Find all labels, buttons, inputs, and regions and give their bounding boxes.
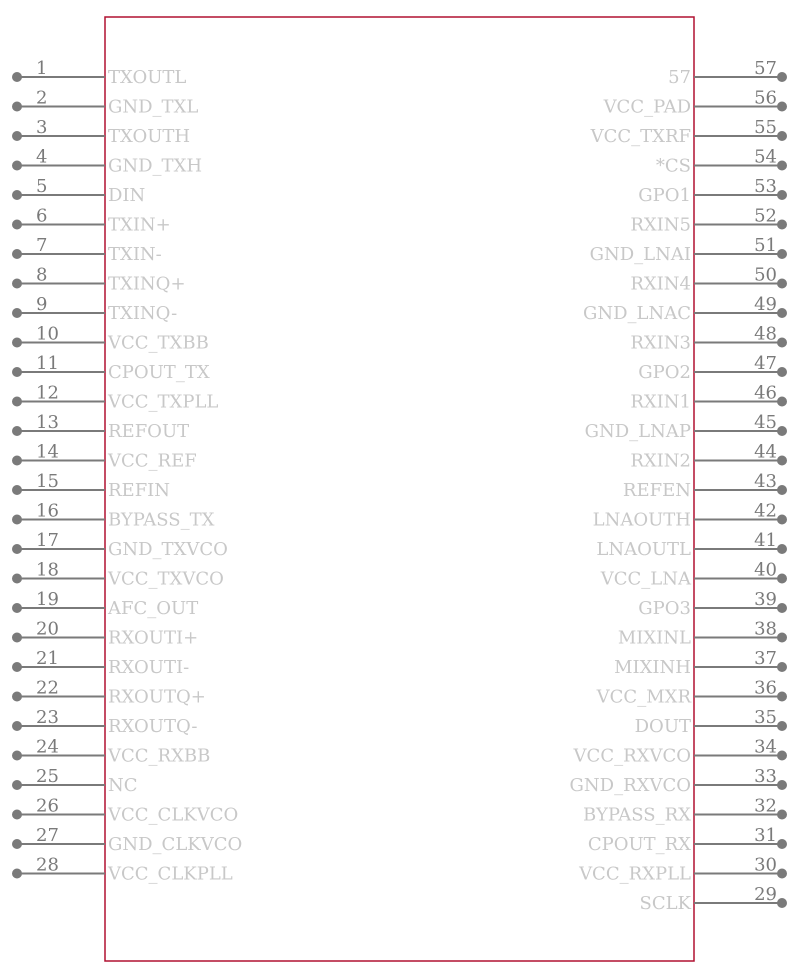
pin-number: 24 (36, 736, 59, 758)
left-pin-group (12, 58, 242, 885)
pin-number: 8 (36, 264, 48, 286)
pin-53 (638, 176, 787, 206)
pin-number: 43 (754, 471, 777, 492)
pin-name: VCC_TXPLL (108, 391, 219, 413)
pin-dot (777, 102, 787, 112)
pin-29 (639, 884, 787, 914)
pin-dot (777, 190, 787, 200)
pin-name: CPOUT_RX (587, 834, 691, 855)
pin-name: VCC_PAD (603, 96, 691, 118)
pin-name: DIN (108, 185, 146, 206)
pin-name: VCC_RXPLL (579, 863, 691, 885)
pin-34 (573, 737, 787, 767)
pin-name: MIXINL (617, 627, 691, 649)
pin-4 (12, 147, 202, 177)
pin-number: 57 (754, 58, 777, 79)
pin-name: GPO1 (638, 185, 691, 206)
pin-number: 48 (754, 323, 777, 345)
pin-name: LNAOUTH (592, 509, 691, 531)
pin-dot (12, 426, 22, 436)
pin-56 (603, 88, 787, 118)
pin-name: VCC_MXR (596, 686, 691, 708)
pin-dot (777, 780, 787, 790)
pin-51 (590, 235, 787, 265)
pin-33 (570, 766, 787, 796)
pin-22 (12, 678, 206, 708)
pin-number: 36 (754, 677, 777, 699)
pin-name: VCC_RXBB (108, 745, 211, 767)
pin-name: GND_LNAI (589, 244, 691, 265)
pin-dot (12, 161, 22, 171)
pin-name: CPOUT_TX (108, 362, 210, 383)
pin-number: 27 (36, 825, 59, 846)
pin-number: 16 (36, 500, 59, 522)
pin-dot (12, 367, 22, 377)
pin-8 (12, 265, 186, 295)
pin-dot (777, 456, 787, 466)
pin-name: VCC_TXBB (108, 332, 209, 354)
pin-number: 33 (754, 766, 777, 787)
pin-dot (777, 633, 787, 643)
pin-name: VCC_CLKVCO (108, 804, 239, 826)
pin-name: RXOUTQ+ (108, 686, 206, 708)
pin-dot (12, 780, 22, 790)
pin-dot (777, 751, 787, 761)
pin-dot (12, 220, 22, 230)
pin-42 (593, 501, 787, 531)
pin-39 (638, 589, 787, 619)
pin-dot (777, 574, 787, 584)
pin-dot (12, 131, 22, 141)
pin-dot (777, 692, 787, 702)
pin-name: *CS (655, 155, 691, 177)
pin-name: GND_TXVCO (108, 539, 228, 560)
pin-number: 7 (36, 235, 48, 256)
pin-dot (777, 544, 787, 554)
pin-24 (12, 737, 210, 767)
pin-name: DOUT (634, 716, 691, 737)
pin-dot (12, 544, 22, 554)
pin-name: TXINQ- (108, 303, 178, 324)
pin-name: VCC_REF (108, 450, 197, 472)
pin-number: 42 (754, 500, 777, 522)
pin-28 (12, 855, 233, 885)
pin-name: MIXINH (614, 657, 691, 678)
pin-name: VCC_CLKPLL (108, 863, 233, 885)
pin-number: 23 (36, 707, 59, 728)
pin-36 (596, 678, 787, 708)
pin-32 (583, 796, 787, 826)
pin-number: 30 (754, 854, 777, 876)
pin-name: 57 (668, 67, 691, 88)
pin-name: AFC_OUT (108, 598, 199, 619)
pin-dot (12, 662, 22, 672)
pin-57 (668, 58, 787, 88)
pin-3 (12, 117, 190, 147)
pin-55 (590, 117, 787, 147)
pin-number: 11 (36, 353, 59, 374)
pin-name: GPO2 (638, 362, 691, 383)
pin-41 (596, 530, 787, 560)
pin-number: 13 (36, 412, 59, 433)
pin-number: 31 (754, 825, 777, 846)
pin-dot (777, 279, 787, 289)
pin-7 (12, 235, 162, 265)
pin-47 (638, 353, 787, 383)
pin-number: 21 (36, 648, 59, 669)
pin-number: 47 (754, 353, 777, 374)
pin-name: TXOUTH (108, 126, 191, 147)
pin-name: RXIN5 (630, 214, 691, 236)
pin-name: RXOUTQ- (108, 716, 198, 737)
pin-number: 4 (36, 146, 48, 168)
pin-dot (777, 721, 787, 731)
pin-35 (635, 707, 787, 737)
pin-number: 9 (36, 294, 48, 315)
pin-number: 19 (36, 589, 59, 610)
pin-1 (12, 58, 186, 88)
pin-name: TXINQ+ (108, 273, 186, 295)
pin-name: VCC_TXRF (590, 126, 691, 147)
pin-number: 54 (754, 146, 777, 168)
pin-name: NC (108, 775, 138, 796)
pin-46 (630, 383, 787, 413)
pin-dot (12, 839, 22, 849)
pin-dot (12, 574, 22, 584)
pin-number: 20 (36, 618, 59, 640)
pin-number: 10 (36, 323, 59, 345)
pin-number: 44 (754, 441, 777, 463)
pin-name: RXOUTI+ (108, 627, 199, 649)
pin-number: 17 (36, 530, 59, 551)
pin-number: 35 (754, 707, 777, 728)
pin-name: RXIN4 (630, 273, 691, 295)
pin-dot (777, 898, 787, 908)
pin-name: BYPASS_TX (108, 509, 215, 531)
pin-number: 45 (754, 412, 777, 433)
pin-name: VCC_TXVCO (108, 568, 224, 590)
pin-21 (12, 648, 189, 678)
pin-name: GND_TXL (108, 96, 199, 118)
pin-number: 14 (36, 441, 59, 463)
pin-name: VCC_LNA (600, 568, 691, 590)
pin-38 (618, 619, 787, 649)
pin-number: 6 (36, 205, 48, 227)
pin-name: RXIN2 (630, 450, 691, 472)
pin-16 (12, 501, 215, 531)
pin-dot (12, 751, 22, 761)
pin-number: 22 (36, 677, 59, 699)
pin-number: 46 (754, 382, 777, 404)
pin-name: RXIN3 (630, 332, 691, 354)
pin-dot (12, 72, 22, 82)
pin-dot (12, 515, 22, 525)
pin-43 (623, 471, 787, 501)
pin-dot (777, 72, 787, 82)
pin-dot (777, 515, 787, 525)
pin-number: 56 (754, 87, 777, 109)
pin-44 (630, 442, 787, 472)
pin-11 (12, 353, 210, 383)
pin-dot (12, 338, 22, 348)
pin-dot (12, 869, 22, 879)
pin-dot (777, 810, 787, 820)
pin-number: 29 (754, 884, 777, 905)
pin-name: TXIN- (108, 244, 162, 265)
pin-48 (630, 324, 787, 354)
pin-dot (777, 397, 787, 407)
pin-dot (777, 839, 787, 849)
pin-number: 15 (36, 471, 59, 492)
pin-dot (12, 603, 22, 613)
pin-dot (12, 721, 22, 731)
pin-name: GPO3 (638, 598, 691, 619)
pin-name: REFOUT (108, 421, 190, 442)
pin-13 (12, 412, 189, 442)
pin-number: 52 (754, 205, 777, 227)
pin-dot (777, 485, 787, 495)
pin-number: 5 (36, 176, 48, 197)
pin-30 (578, 855, 787, 885)
pin-number: 12 (36, 382, 59, 404)
pin-dot (12, 692, 22, 702)
pin-dot (777, 869, 787, 879)
pin-dot (777, 131, 787, 141)
pin-number: 18 (36, 559, 59, 581)
pin-name: TXIN+ (108, 214, 171, 236)
pin-dot (12, 279, 22, 289)
pin-dot (12, 249, 22, 259)
pin-number: 50 (754, 264, 777, 286)
pin-dot (777, 308, 787, 318)
pin-name: REFIN (108, 480, 171, 501)
pin-dot (12, 190, 22, 200)
pin-27 (12, 825, 242, 855)
pin-52 (630, 206, 787, 236)
pin-number: 26 (36, 795, 59, 817)
pin-dot (777, 426, 787, 436)
pin-dot (777, 161, 787, 171)
pin-dot (777, 367, 787, 377)
pin-name: REFEN (622, 480, 691, 501)
pin-dot (12, 456, 22, 466)
pin-dot (777, 338, 787, 348)
pin-dot (12, 485, 22, 495)
pin-number: 49 (754, 294, 777, 315)
pin-dot (777, 220, 787, 230)
pin-name: GND_CLKVCO (108, 834, 243, 855)
pin-54 (656, 147, 787, 177)
pin-name: BYPASS_RX (583, 804, 691, 826)
pin-31 (588, 825, 787, 855)
pin-dot (777, 603, 787, 613)
pin-number: 38 (754, 618, 777, 640)
pin-name: LNAOUTL (596, 539, 691, 560)
pin-45 (585, 412, 787, 442)
pin-number: 55 (754, 117, 777, 138)
pin-name: GND_TXH (108, 155, 203, 177)
pin-50 (630, 265, 787, 295)
pin-number: 39 (754, 589, 777, 610)
pin-26 (12, 796, 238, 826)
pin-number: 1 (36, 58, 48, 79)
pin-number: 41 (754, 530, 777, 551)
pin-name: SCLK (639, 893, 691, 914)
pin-name: RXIN1 (630, 391, 691, 413)
right-pin-group (570, 58, 787, 914)
pin-5 (12, 176, 145, 206)
pin-dot (12, 102, 22, 112)
pin-dot (12, 397, 22, 407)
pin-number: 53 (754, 176, 777, 197)
pin-number: 34 (754, 736, 777, 758)
pin-15 (12, 471, 170, 501)
pin-number: 3 (36, 117, 48, 138)
pin-18 (12, 560, 224, 590)
pin-number: 2 (36, 87, 48, 109)
pin-name: VCC_RXVCO (573, 745, 691, 767)
pin-name: GND_LNAC (582, 303, 691, 324)
pin-number: 37 (754, 648, 777, 669)
pin-name: RXOUTI- (108, 657, 190, 678)
pin-number: 28 (36, 854, 59, 876)
pin-25 (12, 766, 138, 796)
pin-dot (777, 662, 787, 672)
pin-6 (12, 206, 171, 236)
pin-name: TXOUTL (108, 67, 187, 88)
pin-number: 32 (754, 795, 777, 817)
pin-dot (12, 633, 22, 643)
pin-name: GND_RXVCO (569, 775, 691, 796)
pin-number: 25 (36, 766, 59, 787)
pin-12 (12, 383, 218, 413)
pin-dot (777, 249, 787, 259)
pin-number: 40 (754, 559, 777, 581)
pin-9 (12, 294, 177, 324)
pin-name: GND_LNAP (584, 421, 691, 442)
pin-dot (12, 810, 22, 820)
pin-17 (12, 530, 228, 560)
pin-10 (12, 324, 209, 354)
pin-37 (614, 648, 787, 678)
pin-49 (583, 294, 787, 324)
pin-number: 51 (754, 235, 777, 256)
pin-dot (12, 308, 22, 318)
